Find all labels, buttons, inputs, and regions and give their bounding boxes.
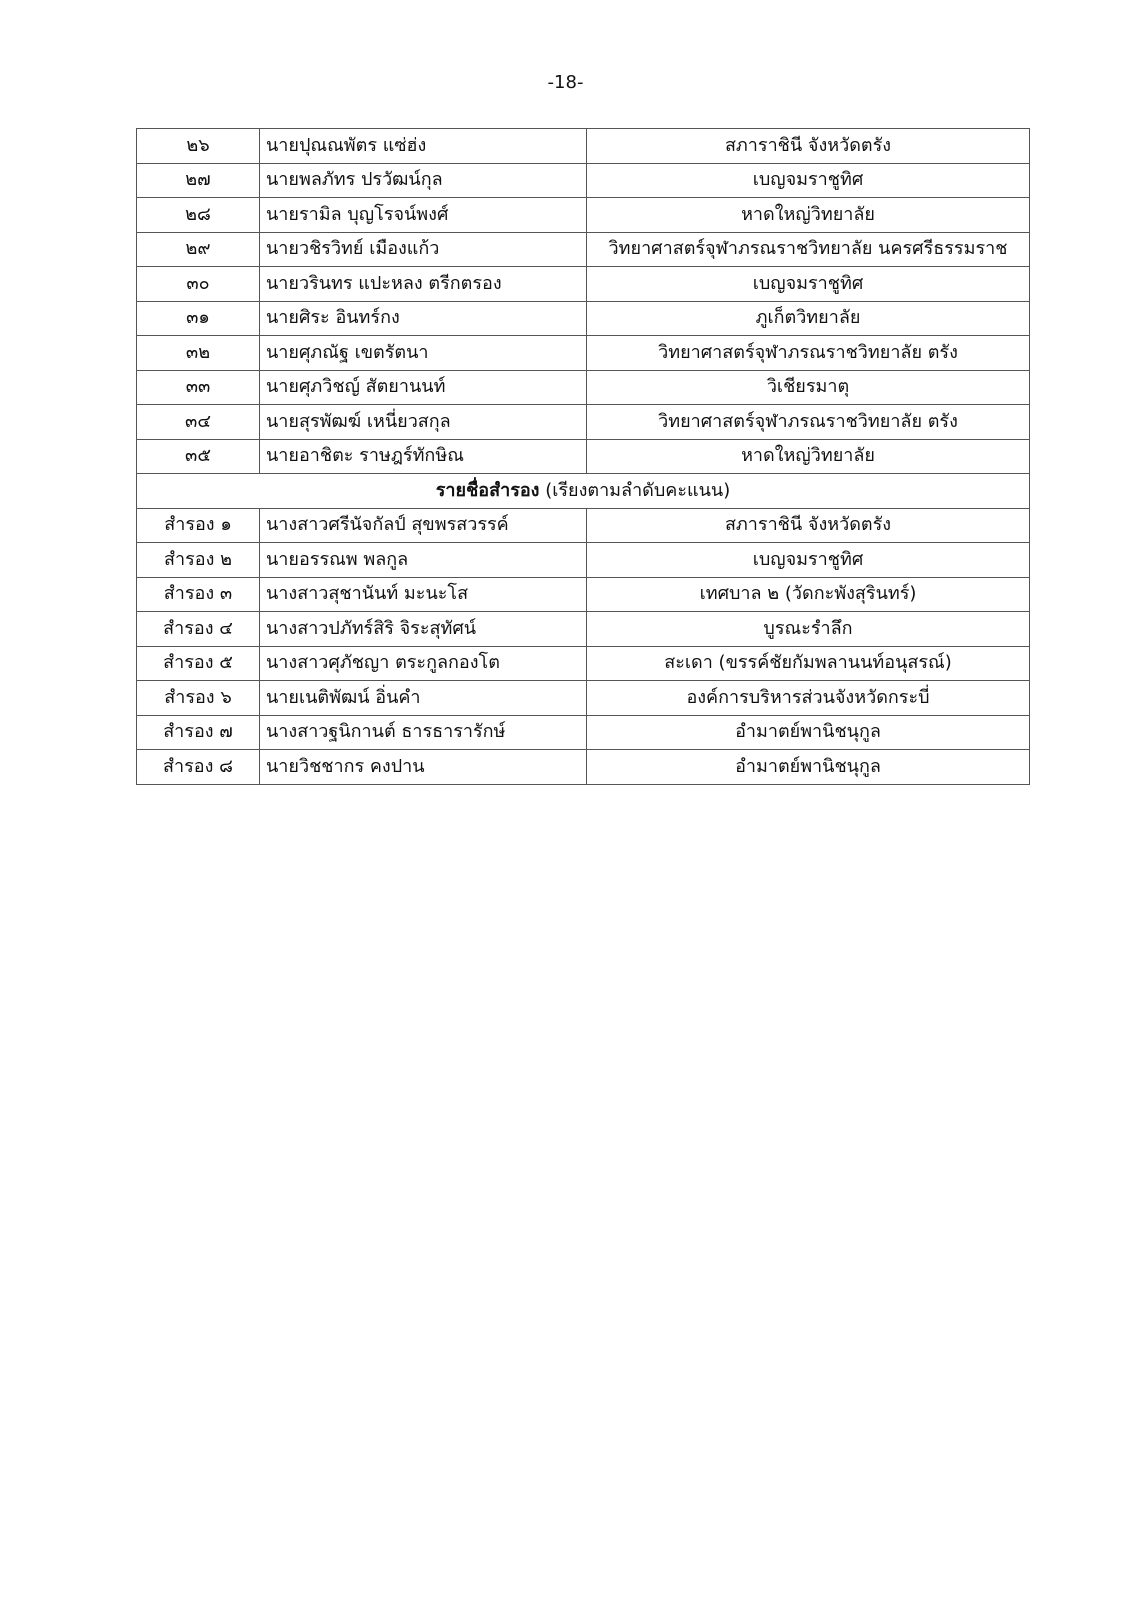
school-name: เบญจมราชูทิศ bbox=[587, 543, 1030, 578]
table-row bbox=[137, 681, 1030, 716]
school-name: เบญจมราชูทิศ bbox=[587, 163, 1030, 198]
reserve-note: (เรียงตามลำดับคะแนน) bbox=[545, 479, 731, 501]
student-name: นายวิชชากร คงปาน bbox=[260, 750, 587, 785]
row-number: ๓๓ bbox=[137, 370, 260, 405]
student-name: นายศิระ อินทร์กง bbox=[260, 301, 587, 336]
school-name: องค์การบริหารส่วนจังหวัดกระบี่ bbox=[587, 681, 1030, 716]
reserve-title: รายชื่อสำรอง bbox=[435, 479, 540, 501]
student-name: นายวชิรวิทย์ เมืองแก้ว bbox=[260, 232, 587, 267]
table-row bbox=[137, 336, 1030, 371]
student-name: นางสาวศุภัชญา ตระกูลกองโต bbox=[260, 646, 587, 681]
row-number: ๓๐ bbox=[137, 267, 260, 302]
row-number: ๓๔ bbox=[137, 405, 260, 440]
reserve-number: สำรอง ๘ bbox=[137, 750, 260, 785]
table-row bbox=[137, 577, 1030, 612]
student-name: นางสาวสุชานันท์ มะนะโส bbox=[260, 577, 587, 612]
student-name: นายวรินทร แปะหลง ตรีกตรอง bbox=[260, 267, 587, 302]
reserve-header-row bbox=[137, 474, 1030, 509]
school-name: บูรณะรำลึก bbox=[587, 612, 1030, 647]
reserve-section-header bbox=[137, 474, 1030, 509]
student-name: นางสาวปภัทร์สิริ จิระสุทัศน์ bbox=[260, 612, 587, 647]
reserve-number: สำรอง ๒ bbox=[137, 543, 260, 578]
school-name: วิทยาศาสตร์จุฬาภรณราชวิทยาลัย ตรัง bbox=[587, 336, 1030, 371]
school-name: สภาราชินี จังหวัดตรัง bbox=[587, 508, 1030, 543]
student-name: นายปุณณพัตร แซ่ฮ่ง bbox=[260, 129, 587, 164]
row-number: ๒๗ bbox=[137, 163, 260, 198]
school-name: วิทยาศาสตร์จุฬาภรณราชวิทยาลัย นครศรีธรรมราช bbox=[587, 232, 1030, 267]
student-name: นายศุภวิชญ์ สัตยานนท์ bbox=[260, 370, 587, 405]
reserve-number: สำรอง ๓ bbox=[137, 577, 260, 612]
school-name: วิทยาศาสตร์จุฬาภรณราชวิทยาลัย ตรัง bbox=[587, 405, 1030, 440]
school-name: สะเดา (ขรรค์ชัยกัมพลานนท์อนุสรณ์) bbox=[587, 646, 1030, 681]
student-name: นายศุภณัฐ เขตรัตนา bbox=[260, 336, 587, 371]
student-name: นายพลภัทร ปรวัฒน์กุล bbox=[260, 163, 587, 198]
reserve-number: สำรอง ๕ bbox=[137, 646, 260, 681]
reserve-number: สำรอง ๑ bbox=[137, 508, 260, 543]
school-name: ภูเก็ตวิทยาลัย bbox=[587, 301, 1030, 336]
reserve-number: สำรอง ๖ bbox=[137, 681, 260, 716]
table-row bbox=[137, 129, 1030, 164]
table-row bbox=[137, 750, 1030, 785]
student-name: นายรามิล บุญโรจน์พงศ์ bbox=[260, 198, 587, 233]
page-number: -18- bbox=[547, 72, 584, 93]
row-number: ๒๖ bbox=[137, 129, 260, 164]
table-row bbox=[137, 508, 1030, 543]
school-name: เบญจมราชูทิศ bbox=[587, 267, 1030, 302]
school-name: สภาราชินี จังหวัดตรัง bbox=[587, 129, 1030, 164]
student-name: นางสาวศรีนัจกัลป์ สุขพรสวรรค์ bbox=[260, 508, 587, 543]
table-row bbox=[137, 439, 1030, 474]
row-number: ๒๘ bbox=[137, 198, 260, 233]
table-row bbox=[137, 198, 1030, 233]
roster-table bbox=[136, 128, 1030, 785]
reserve-number: สำรอง ๔ bbox=[137, 612, 260, 647]
school-name: วิเชียรมาตุ bbox=[587, 370, 1030, 405]
student-name: นายอาชิตะ ราษฎร์ทักษิณ bbox=[260, 439, 587, 474]
student-name: นายสุรพัฒฆ์ เหนี่ยวสกุล bbox=[260, 405, 587, 440]
row-number: ๓๒ bbox=[137, 336, 260, 371]
school-name: เทศบาล ๒ (วัดกะพังสุรินทร์) bbox=[587, 577, 1030, 612]
student-name: นายเนติพัฒน์ อิ่นคำ bbox=[260, 681, 587, 716]
school-name: หาดใหญ่วิทยาลัย bbox=[587, 439, 1030, 474]
table-row bbox=[137, 301, 1030, 336]
table-row bbox=[137, 715, 1030, 750]
table-row bbox=[137, 267, 1030, 302]
table-row bbox=[137, 163, 1030, 198]
school-name: หาดใหญ่วิทยาลัย bbox=[587, 198, 1030, 233]
student-name: นางสาวฐนิกานต์ ธารธารารักษ์ bbox=[260, 715, 587, 750]
school-name: อำมาตย์พานิชนุกูล bbox=[587, 715, 1030, 750]
table-row bbox=[137, 232, 1030, 267]
table-row bbox=[137, 405, 1030, 440]
table-row bbox=[137, 612, 1030, 647]
student-name: นายอรรณพ พลกูล bbox=[260, 543, 587, 578]
table-row bbox=[137, 646, 1030, 681]
row-number: ๒๙ bbox=[137, 232, 260, 267]
reserve-number: สำรอง ๗ bbox=[137, 715, 260, 750]
table-row bbox=[137, 370, 1030, 405]
row-number: ๓๑ bbox=[137, 301, 260, 336]
table-row bbox=[137, 543, 1030, 578]
school-name: อำมาตย์พานิชนุกูล bbox=[587, 750, 1030, 785]
row-number: ๓๕ bbox=[137, 439, 260, 474]
